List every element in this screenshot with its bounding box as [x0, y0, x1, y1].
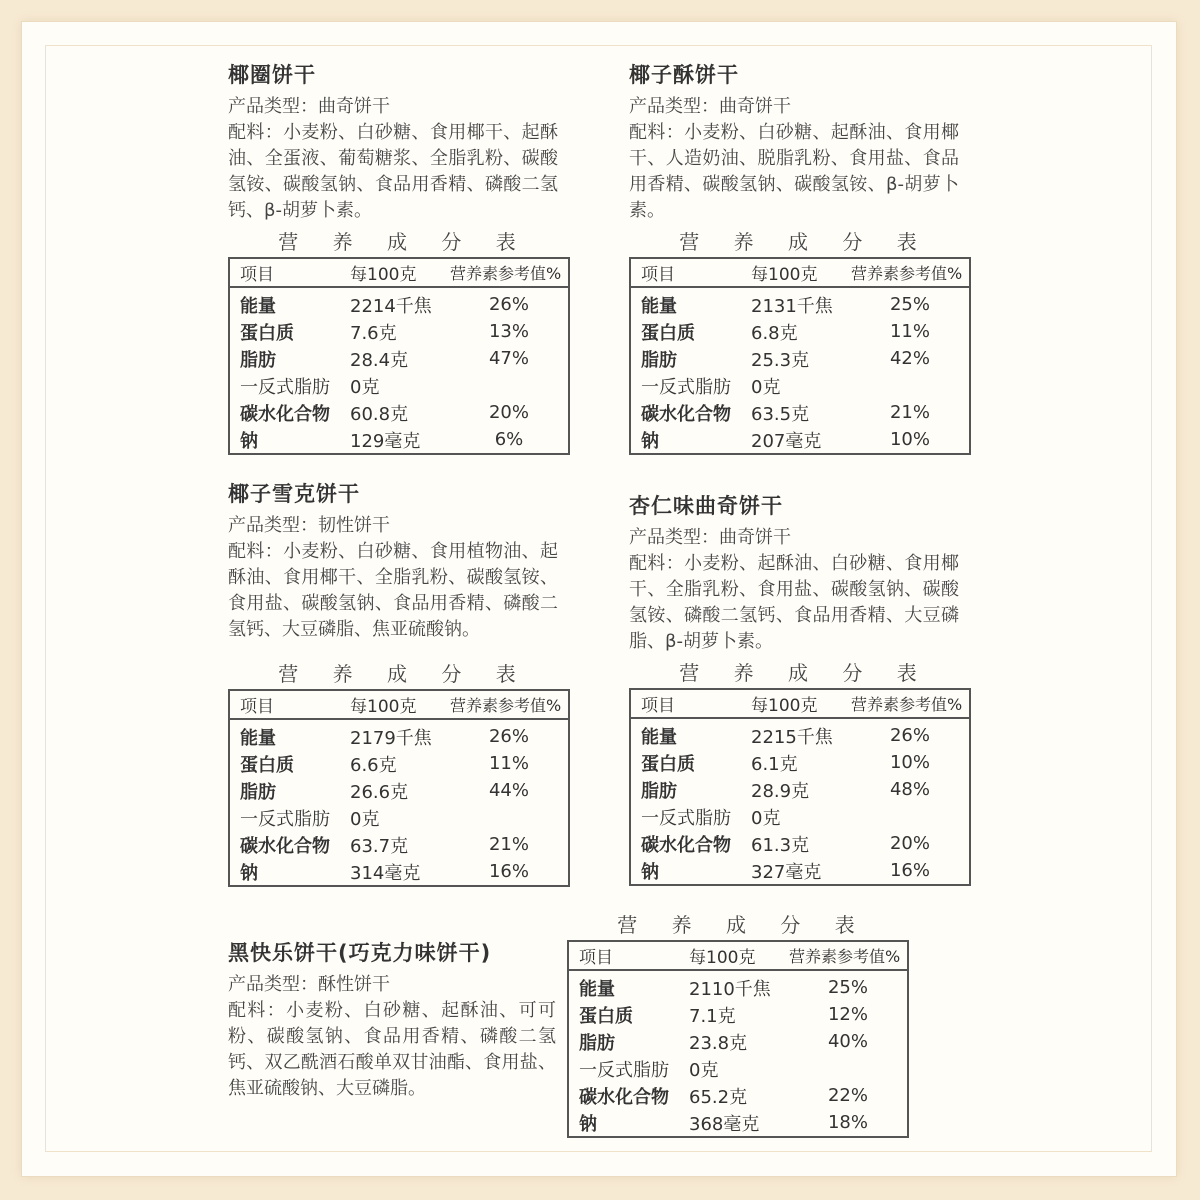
- nutrient-name: 碳水化合物: [641, 834, 731, 856]
- table-header-row: [229, 258, 569, 287]
- nutrient-per100: 0克: [689, 1059, 719, 1081]
- nutrient-per100: 0克: [751, 807, 781, 829]
- nutrient-per100: 6.8克: [751, 322, 798, 344]
- nutrient-nrv: 20%: [889, 833, 930, 854]
- nutrient-name: 钠: [240, 430, 258, 452]
- nutrient-nrv: 13%: [488, 321, 529, 342]
- nutrient-name: 钠: [240, 862, 258, 884]
- table-row: [229, 858, 569, 886]
- table-header-row: [568, 941, 908, 970]
- table-header-cell: 每100克: [340, 690, 450, 719]
- nutrient-name: 脂肪: [641, 349, 677, 371]
- nutrient-nrv: 25%: [889, 294, 930, 315]
- product-type: 产品类型：曲奇饼干: [629, 527, 791, 548]
- nutrient-name: 脂肪: [641, 780, 677, 802]
- nutrient-per100: 7.6克: [350, 322, 397, 344]
- nutrient-per100: 65.2克: [689, 1086, 748, 1108]
- product-title: 椰圈饼干: [228, 63, 316, 87]
- nutrient-name: 蛋白质: [641, 753, 695, 775]
- product-black-happy: [228, 940, 556, 1102]
- table-row: [229, 804, 569, 831]
- product-coconut-ring: [228, 62, 558, 224]
- table-row: [568, 1055, 908, 1082]
- nutrition-table: [228, 257, 570, 455]
- table-row: [229, 750, 569, 777]
- nutrient-name: 钠: [641, 861, 659, 883]
- product-title: 椰子雪克饼干: [228, 482, 360, 506]
- nutrient-per100: 63.5克: [751, 403, 810, 425]
- table-row: [568, 1001, 908, 1028]
- nutrient-name: 一反式脂肪: [579, 1059, 669, 1081]
- product-coconut-shake: [228, 481, 558, 643]
- product-type: 产品类型：曲奇饼干: [629, 96, 791, 117]
- nutrient-name: 碳水化合物: [579, 1086, 669, 1108]
- product-type: 产品类型：酥性饼干: [228, 974, 390, 995]
- nutrient-name: 蛋白质: [579, 1005, 633, 1027]
- table-header-cell: 每100克: [679, 941, 789, 970]
- nutrient-per100: 25.3克: [751, 349, 810, 371]
- nutrient-name: 蛋白质: [240, 754, 294, 776]
- table-row: [568, 1109, 908, 1137]
- table-row: [630, 399, 970, 426]
- nutrient-nrv: 21%: [488, 834, 529, 855]
- table-header-cell: 营养素参考值%: [450, 690, 569, 719]
- nutrient-per100: 207毫克: [751, 430, 822, 452]
- nutrient-nrv: 47%: [488, 348, 529, 369]
- nutrient-per100: 2131千焦: [751, 295, 833, 317]
- nutrition-table-caption: 营 养 成 分 表: [679, 661, 931, 685]
- nutrient-per100: 63.7克: [350, 835, 409, 857]
- product-title: 黑快乐饼干(巧克力味饼干): [228, 941, 492, 965]
- table-header-cell: 营养素参考值%: [450, 258, 569, 287]
- nutrient-nrv: 26%: [488, 726, 529, 747]
- nutrient-nrv: [450, 372, 569, 399]
- table-header-row: [630, 689, 970, 718]
- table-header-row: [229, 690, 569, 719]
- table-row: [229, 287, 569, 318]
- nutrient-nrv: 11%: [488, 753, 529, 774]
- nutrient-per100: 26.6克: [350, 781, 409, 803]
- table-row: [630, 776, 970, 803]
- nutrient-name: 碳水化合物: [641, 403, 731, 425]
- product-almond-cookie: [629, 493, 959, 655]
- nutrient-name: 能量: [240, 727, 276, 749]
- nutrition-block-5: [567, 912, 909, 1138]
- table-row: [229, 372, 569, 399]
- table-row: [229, 426, 569, 454]
- nutrient-per100: 2179千焦: [350, 727, 432, 749]
- table-header-cell: 营养素参考值%: [851, 689, 970, 718]
- nutrient-nrv: 48%: [889, 779, 930, 800]
- table-header-cell: 营养素参考值%: [789, 941, 908, 970]
- nutrient-per100: 314毫克: [350, 862, 421, 884]
- nutrient-per100: 6.6克: [350, 754, 397, 776]
- nutrient-nrv: 16%: [488, 861, 529, 882]
- nutrition-table: [567, 940, 909, 1138]
- table-row: [630, 803, 970, 830]
- nutrient-name: 一反式脂肪: [641, 807, 731, 829]
- table-row: [568, 1082, 908, 1109]
- nutrient-nrv: [789, 1055, 908, 1082]
- nutrient-nrv: 25%: [827, 977, 868, 998]
- nutrition-table: [629, 688, 971, 886]
- nutrient-per100: 129毫克: [350, 430, 421, 452]
- table-row: [630, 749, 970, 776]
- nutrient-nrv: 10%: [889, 752, 930, 773]
- nutrient-per100: 61.3克: [751, 834, 810, 856]
- table-header-cell: 每100克: [741, 258, 851, 287]
- nutrition-table-caption: 营 养 成 分 表: [617, 913, 869, 937]
- nutrient-name: 脂肪: [240, 781, 276, 803]
- table-row: [630, 372, 970, 399]
- nutrient-per100: 6.1克: [751, 753, 798, 775]
- nutrient-name: 脂肪: [579, 1032, 615, 1054]
- nutrition-block-1: [228, 229, 570, 455]
- table-row: [229, 345, 569, 372]
- nutrient-nrv: 44%: [488, 780, 529, 801]
- nutrition-table-caption: 营 养 成 分 表: [679, 230, 931, 254]
- table-header-cell: 营养素参考值%: [851, 258, 970, 287]
- nutrient-per100: 28.9克: [751, 780, 810, 802]
- nutrient-nrv: 20%: [488, 402, 529, 423]
- nutrient-per100: 2214千焦: [350, 295, 432, 317]
- table-header-cell: 项目: [229, 690, 340, 719]
- nutrition-table-caption: 营 养 成 分 表: [278, 230, 530, 254]
- nutrient-per100: 0克: [350, 376, 380, 398]
- nutrient-per100: 7.1克: [689, 1005, 736, 1027]
- nutrient-per100: 2110千焦: [689, 978, 771, 1000]
- table-header-cell: 项目: [568, 941, 679, 970]
- product-type: 产品类型：曲奇饼干: [228, 96, 390, 117]
- table-header-cell: 每100克: [741, 689, 851, 718]
- table-header-cell: 项目: [630, 258, 741, 287]
- table-header-cell: 项目: [229, 258, 340, 287]
- nutrient-nrv: [851, 372, 970, 399]
- nutrient-name: 一反式脂肪: [240, 376, 330, 398]
- nutrient-nrv: 26%: [889, 725, 930, 746]
- table-row: [630, 857, 970, 885]
- table-row: [630, 718, 970, 749]
- nutrient-nrv: 6%: [494, 429, 524, 450]
- table-header-cell: 每100克: [340, 258, 450, 287]
- table-row: [568, 970, 908, 1001]
- table-row: [229, 719, 569, 750]
- nutrient-nrv: 18%: [827, 1112, 868, 1133]
- product-ingredients: 配料：小麦粉、白砂糖、食用植物油、起酥油、食用椰干、全脂乳粉、碳酸氢铵、食用盐、碳酸氢钠、食品用香精、磷酸二氢钙、大豆磷脂、焦亚硫酸钠。: [228, 541, 559, 640]
- nutrient-nrv: 21%: [889, 402, 930, 423]
- nutrient-per100: 23.8克: [689, 1032, 748, 1054]
- table-row: [630, 345, 970, 372]
- nutrient-nrv: 22%: [827, 1085, 868, 1106]
- nutrient-per100: 0克: [350, 808, 380, 830]
- nutrient-nrv: 40%: [827, 1031, 868, 1052]
- nutrient-name: 钠: [641, 430, 659, 452]
- nutrient-per100: 0克: [751, 376, 781, 398]
- nutrient-per100: 2215千焦: [751, 726, 833, 748]
- table-row: [630, 830, 970, 857]
- table-row: [229, 318, 569, 345]
- nutrient-name: 能量: [641, 726, 677, 748]
- nutrient-name: 一反式脂肪: [641, 376, 731, 398]
- nutrient-nrv: [851, 803, 970, 830]
- nutrient-nrv: 42%: [889, 348, 930, 369]
- nutrient-name: 蛋白质: [641, 322, 695, 344]
- nutrient-name: 能量: [240, 295, 276, 317]
- table-row: [229, 831, 569, 858]
- nutrient-nrv: 10%: [889, 429, 930, 450]
- nutrition-block-3: [228, 661, 570, 887]
- nutrient-name: 一反式脂肪: [240, 808, 330, 830]
- nutrient-nrv: 12%: [827, 1004, 868, 1025]
- nutrition-block-2: [629, 229, 971, 455]
- nutrient-per100: 60.8克: [350, 403, 409, 425]
- nutrient-name: 能量: [579, 978, 615, 1000]
- product-ingredients: 配料：小麦粉、白砂糖、食用椰干、起酥油、全蛋液、葡萄糖浆、全脂乳粉、碳酸氢铵、碳酸氢钠、食品用香精、磷酸二氢钙、β-胡萝卜素。: [228, 122, 559, 221]
- table-header-row: [630, 258, 970, 287]
- nutrient-per100: 28.4克: [350, 349, 409, 371]
- nutrition-table: [629, 257, 971, 455]
- nutrient-name: 蛋白质: [240, 322, 294, 344]
- nutrient-name: 能量: [641, 295, 677, 317]
- nutrient-per100: 327毫克: [751, 861, 822, 883]
- nutrition-block-4: [629, 660, 971, 886]
- nutrient-name: 脂肪: [240, 349, 276, 371]
- nutrient-name: 钠: [579, 1113, 597, 1135]
- nutrient-nrv: 11%: [889, 321, 930, 342]
- product-ingredients: 配料：小麦粉、白砂糖、起酥油、食用椰干、人造奶油、脱脂乳粉、食用盐、食品用香精、碳酸氢钠、碳酸氢铵、β-胡萝卜素。: [629, 122, 960, 221]
- nutrient-name: 碳水化合物: [240, 835, 330, 857]
- product-coconut-crisp: [629, 62, 959, 224]
- nutrition-table: [228, 689, 570, 887]
- product-title: 椰子酥饼干: [629, 63, 739, 87]
- product-ingredients: 配料：小麦粉、白砂糖、起酥油、可可粉、碳酸氢钠、食品用香精、磷酸二氢钙、双乙酰酒石酸单双甘油酯、食用盐、焦亚硫酸钠、大豆磷脂。: [228, 1000, 556, 1099]
- table-header-cell: 项目: [630, 689, 741, 718]
- product-ingredients: 配料：小麦粉、起酥油、白砂糖、食用椰干、全脂乳粉、食用盐、碳酸氢钠、碳酸氢铵、磷酸二氢钙、食品用香精、大豆磷脂、β-胡萝卜素。: [629, 553, 960, 652]
- nutrient-nrv: [450, 804, 569, 831]
- table-row: [568, 1028, 908, 1055]
- table-row: [630, 426, 970, 454]
- table-row: [630, 287, 970, 318]
- nutrient-per100: 368毫克: [689, 1113, 760, 1135]
- table-row: [630, 318, 970, 345]
- table-row: [229, 399, 569, 426]
- table-row: [229, 777, 569, 804]
- nutrient-name: 碳水化合物: [240, 403, 330, 425]
- nutrient-nrv: 26%: [488, 294, 529, 315]
- nutrition-table-caption: 营 养 成 分 表: [278, 662, 530, 686]
- nutrient-nrv: 16%: [889, 860, 930, 881]
- product-type: 产品类型：韧性饼干: [228, 515, 390, 536]
- product-title: 杏仁味曲奇饼干: [629, 494, 783, 518]
